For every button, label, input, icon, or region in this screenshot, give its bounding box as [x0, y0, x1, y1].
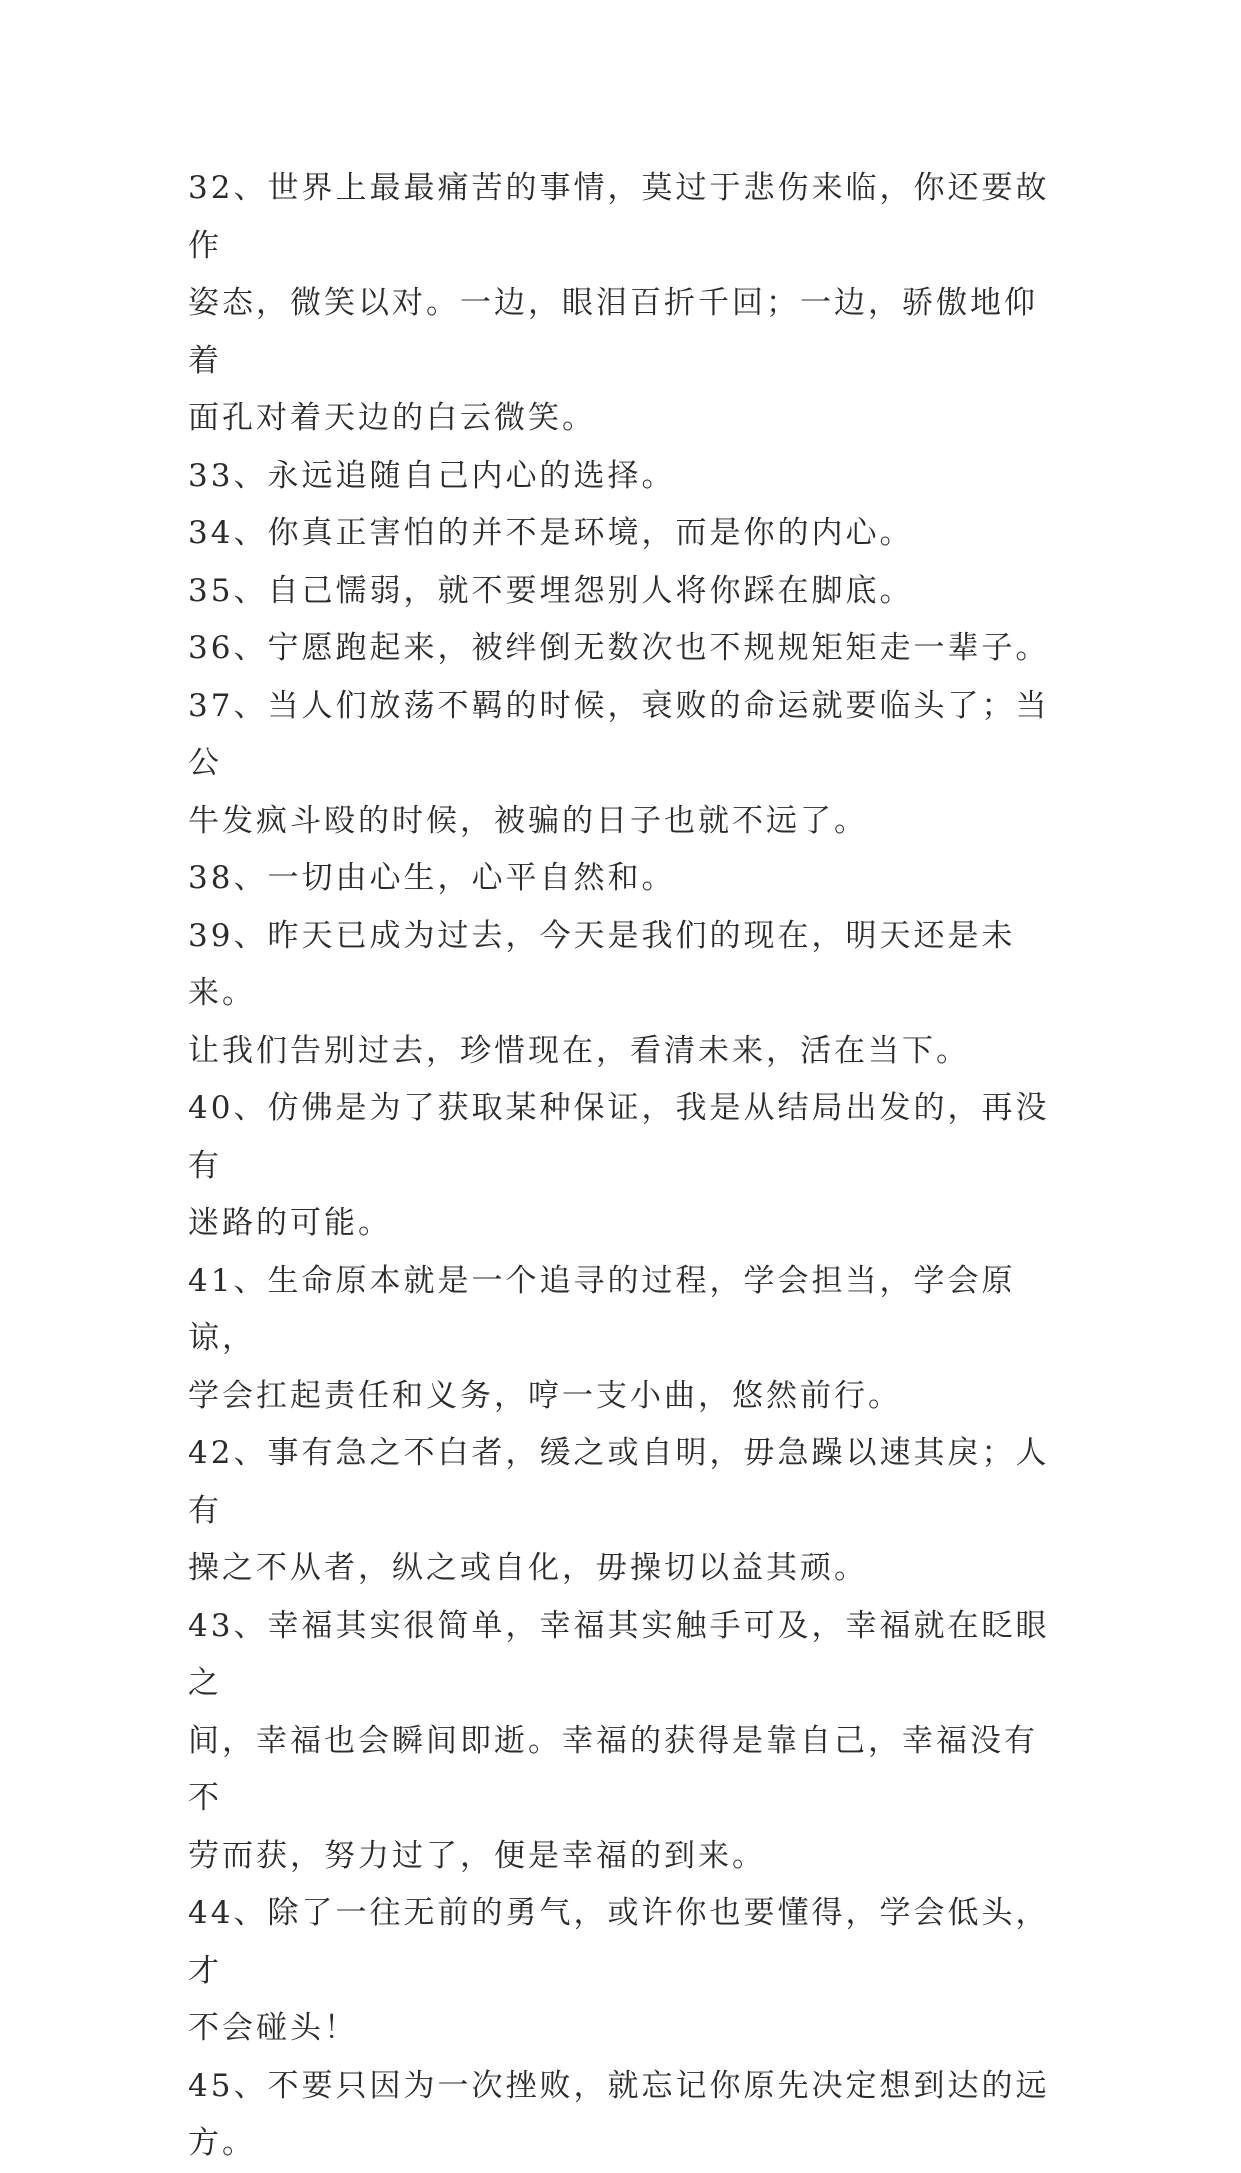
quote-entry-43: 43、幸福其实很简单，幸福其实触手可及，幸福就在眨眼之 间，幸福也会瞬间即逝。幸福的获得是靠自己，幸福没有不 劳而获，努力过了，便是幸福的到来。	[188, 1607, 1050, 1874]
quote-entry-38: 38、一切由心生，心平自然和。	[188, 860, 676, 896]
quote-entry-36: 36、宁愿跑起来，被绊倒无数次也不规规矩矩走一辈子。	[188, 630, 1050, 666]
quote-entry-39: 39、昨天已成为过去，今天是我们的现在，明天还是未来。 让我们告别过去，珍惜现在，看清未来，活在当下。	[188, 917, 1016, 1069]
document-body	[188, 160, 1068, 2173]
quote-entry-41: 41、生命原本就是一个追寻的过程，学会担当，学会原谅， 学会扛起责任和义务，哼一支小曲，悠然前行。	[188, 1262, 1016, 1414]
quote-entry-37: 37、当人们放荡不羁的时候，衰败的命运就要临头了；当公 牛发疯斗殴的时候，被骗的日子也就不远了。	[188, 687, 1050, 839]
quote-entry-35: 35、自己懦弱，就不要埋怨别人将你踩在脚底。	[188, 572, 914, 609]
quote-entry-44: 44、除了一往无前的勇气，或许你也要懂得，学会低头，才 不会碰头！	[188, 1895, 1050, 2046]
quote-entry-32: 32、世界上最最痛苦的事情，莫过于悲伤来临，你还要故作 姿态，微笑以对。一边，眼泪百折千回；一边，骄傲地仰着 面孔对着天边的白云微笑。	[188, 170, 1050, 436]
quote-entry-42: 42、事有急之不白者，缓之或自明，毋急躁以速其戾；人有 操之不从者，纵之或自化，毋操切以益其顽。	[188, 1435, 1050, 1586]
quote-entry-34: 34、你真正害怕的并不是环境，而是你的内心。	[188, 515, 914, 551]
quote-entry-33: 33、永远追随自己内心的选择。	[188, 457, 676, 494]
quote-entry-40: 40、仿佛是为了获取某种保证，我是从结局出发的，再没有 迷路的可能。	[188, 1090, 1050, 1241]
quote-entry-45: 45、不要只因为一次挫败，就忘记你原先决定想到达的远方。	[188, 2067, 1050, 2161]
